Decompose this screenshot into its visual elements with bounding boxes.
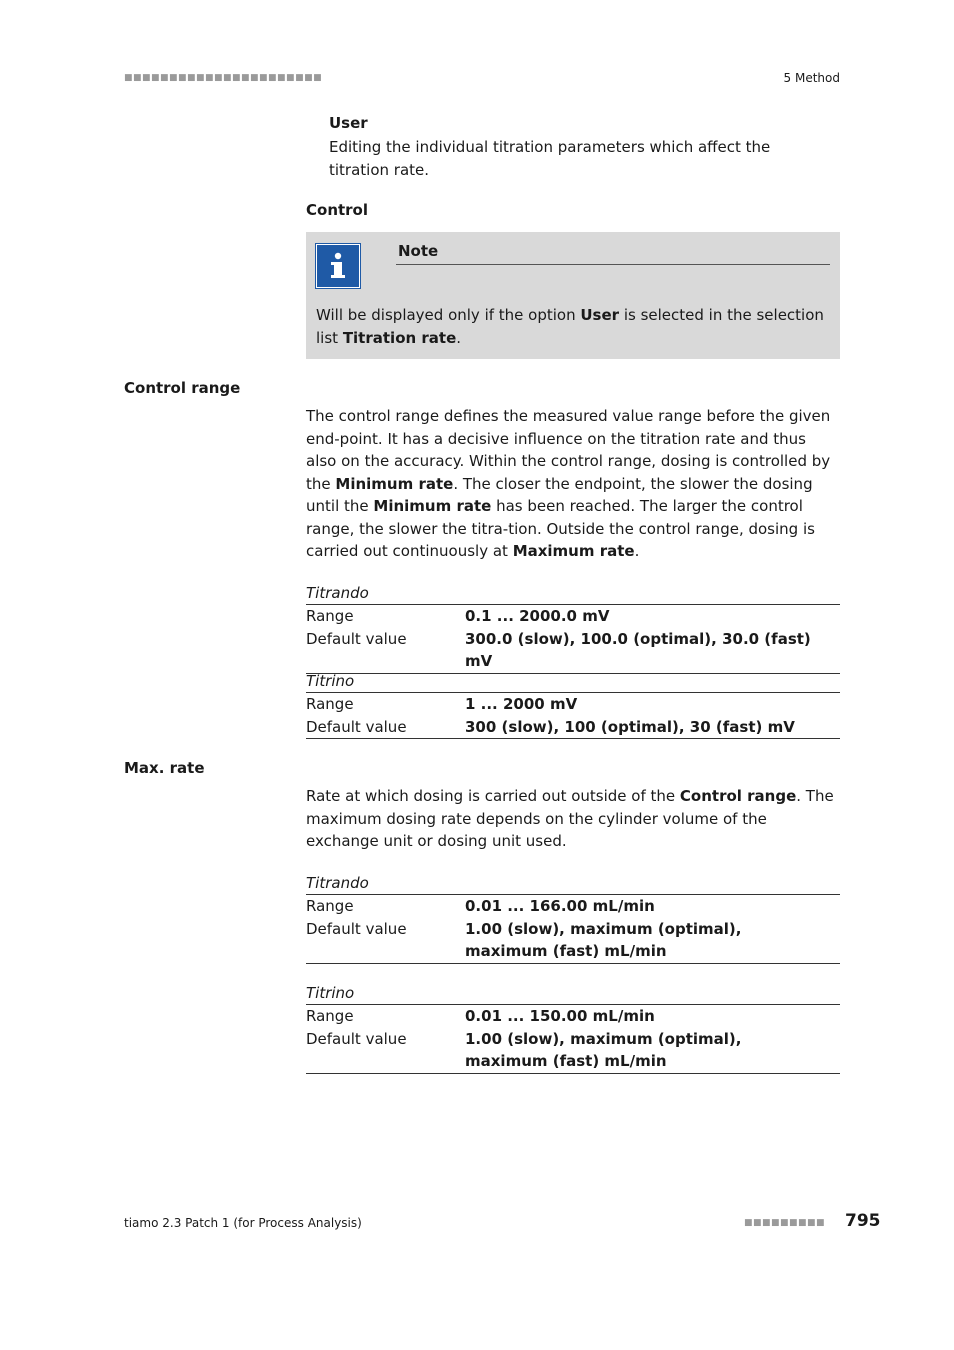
- page-number: 795: [845, 1211, 881, 1231]
- note-divider: [396, 264, 830, 265]
- table-bottom-rule: [306, 963, 840, 964]
- table-caption: Titrando: [306, 874, 369, 892]
- option-user-description: Editing the individual titration parameters which affect the titration rate.: [329, 138, 771, 179]
- max-rate-titrando-table: [306, 873, 840, 964]
- table-row: Range 0.01 ... 150.00 mL/min: [306, 1007, 655, 1025]
- section-title: 5 Method: [783, 71, 840, 85]
- table-row: Default value 1.00 (slow), maximum (optimal), maximum (fast) mL/min: [306, 919, 742, 960]
- table-row: Default value 300 (slow), 100 (optimal), 30 (fast) mV: [306, 717, 795, 736]
- control-heading: Control: [306, 201, 369, 219]
- max-rate-heading: Max. rate: [124, 759, 205, 777]
- table-bottom-rule: [306, 1073, 840, 1074]
- header-decoration: ■■■■■■■■■■■■■■■■■■■■■■: [124, 73, 323, 83]
- control-range-titrino-table: [306, 671, 840, 739]
- table-caption: Titrando: [306, 584, 369, 602]
- option-user-term: User: [329, 114, 368, 132]
- table-row: Range 0.1 ... 2000.0 mV: [306, 607, 610, 625]
- table-row: Range 0.01 ... 166.00 mL/min: [306, 897, 655, 915]
- table-caption: Titrino: [306, 672, 355, 690]
- table-row: Default value 1.00 (slow), maximum (optimal), maximum (fast) mL/min: [306, 1029, 742, 1070]
- max-rate-titrino-table: [306, 983, 840, 1074]
- note-text: Will be displayed only if the option User is selected in the selection list Titration rate.: [316, 306, 824, 347]
- control-range-description: The control range defines the measured value range before the given end-point. It has a decisive influence on the titration rate and thus also on the accuracy. Within the control range, dosing is controlled by the Minimum rate. The closer the endpoint, the slower the dosing until the Minimum rate has been reached. The larger the control range, the slower the titra-tion. Outside the control range, dosing is carried out continuously at Maximum rate.: [306, 407, 831, 560]
- table-row: Default value 300.0 (slow), 100.0 (optimal), 30.0 (fast) mV: [306, 629, 811, 670]
- footer-decoration: ■■■■■■■■■: [744, 1218, 826, 1228]
- note-box: [306, 232, 840, 359]
- max-rate-description: Rate at which dosing is carried out outside of the Control range. The maximum dosing rate depends on the cylinder volume of the exchange unit or dosing unit used.: [306, 787, 834, 850]
- control-range-heading: Control range: [124, 379, 241, 397]
- table-caption: Titrino: [306, 984, 355, 1002]
- table-row: Range 1 ... 2000 mV: [306, 695, 578, 713]
- note-title: Note: [398, 242, 439, 260]
- info-icon: [316, 244, 360, 288]
- table-bottom-rule: [306, 738, 840, 739]
- footer-product: tiamo 2.3 Patch 1 (for Process Analysis): [124, 1216, 362, 1230]
- control-range-titrando-table: [306, 583, 840, 674]
